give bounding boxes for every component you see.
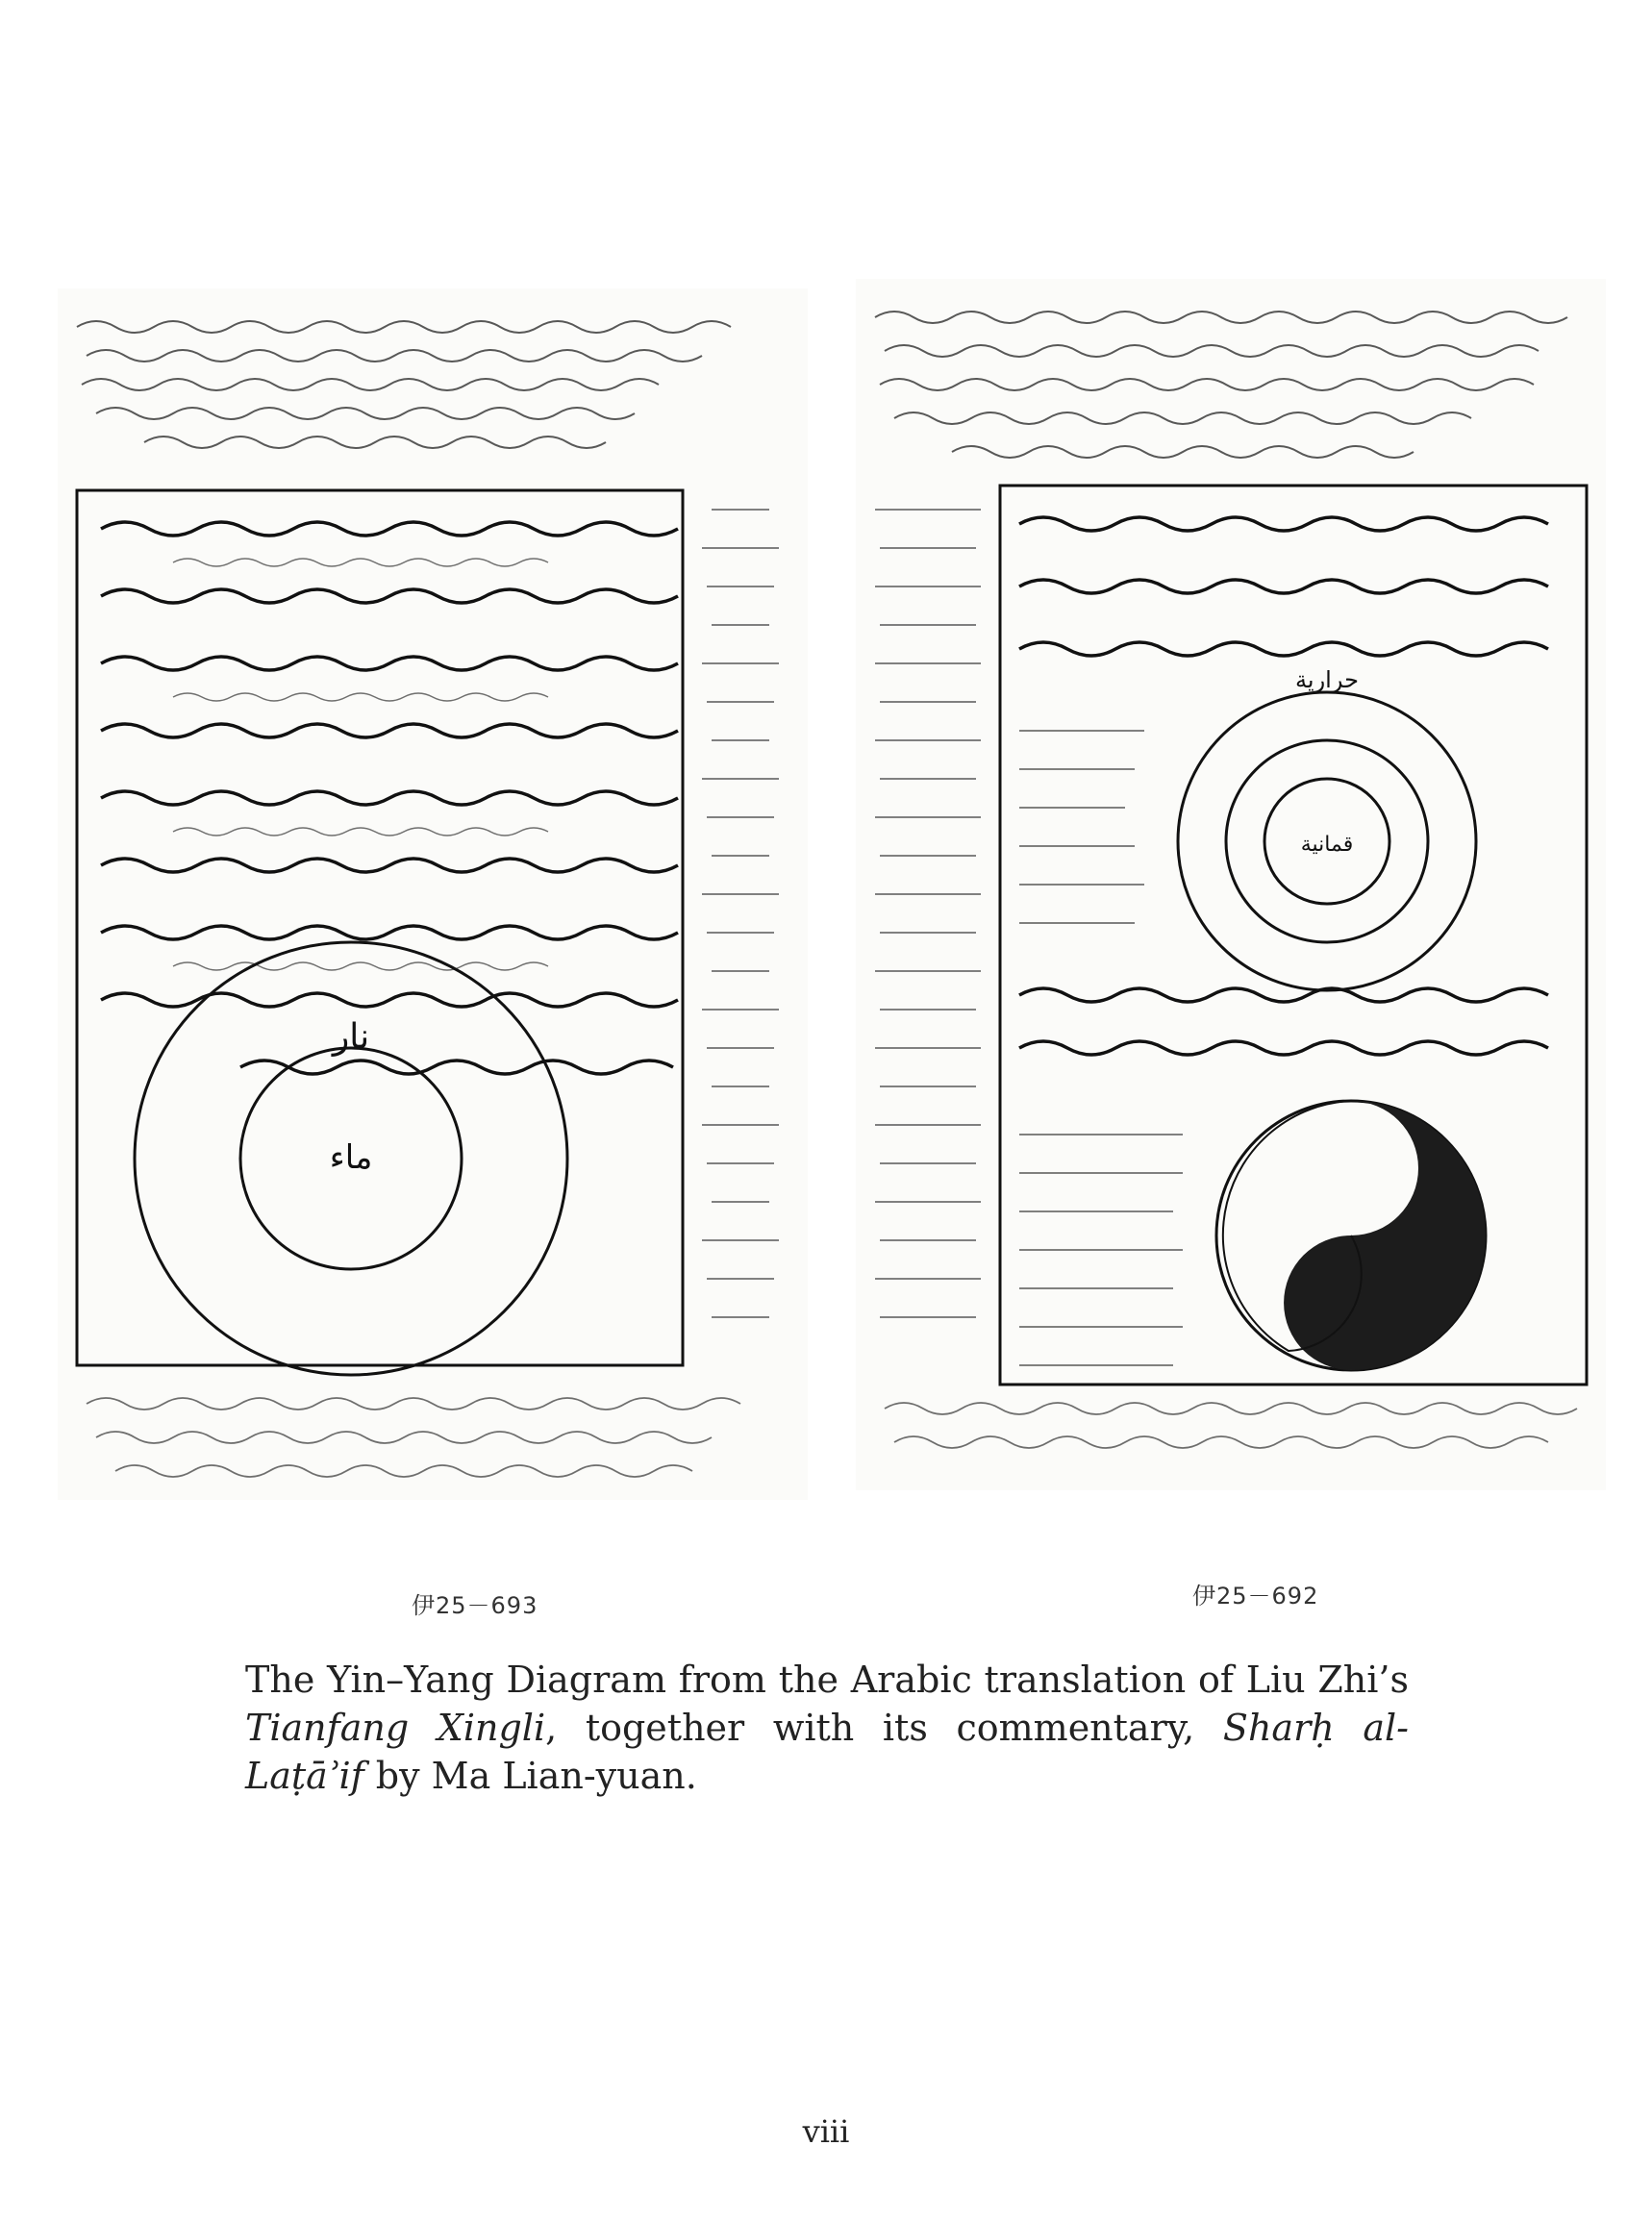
- manuscript-figure: [38, 288, 1615, 1619]
- caption-text-2: , together with its commentary,: [545, 1707, 1223, 1749]
- manuscript-left-drawing: [58, 288, 808, 1500]
- circle-caption-label: حرارية: [1295, 666, 1359, 693]
- inner-circle-label: ماء: [329, 1138, 373, 1177]
- page-number: viii: [802, 2113, 850, 2150]
- caption-text-3: by Ma Lian-yuan.: [363, 1755, 697, 1797]
- yin-yang-diagram: [1216, 1101, 1486, 1370]
- inner-circle-label: قمانية: [1300, 833, 1354, 857]
- caption-title-italic: Tianfang Xingli: [245, 1707, 546, 1749]
- manuscript-page-left: [58, 288, 808, 1500]
- manuscript-page-right: [856, 279, 1606, 1490]
- outer-circle-label: نار: [332, 1017, 370, 1057]
- right-page-label: 伊25－692: [1192, 1583, 1319, 1610]
- left-page-label: 伊25－693: [412, 1592, 538, 1619]
- caption-commentary-italic: Sharḥ al-Laṭāʾif: [245, 1707, 1409, 1797]
- figure-caption: [245, 1656, 1409, 1800]
- manuscript-right-drawing: [856, 279, 1606, 1490]
- caption-text-1: The Yin–Yang Diagram from the Arabic translation of Liu Zhi’s: [245, 1659, 1409, 1701]
